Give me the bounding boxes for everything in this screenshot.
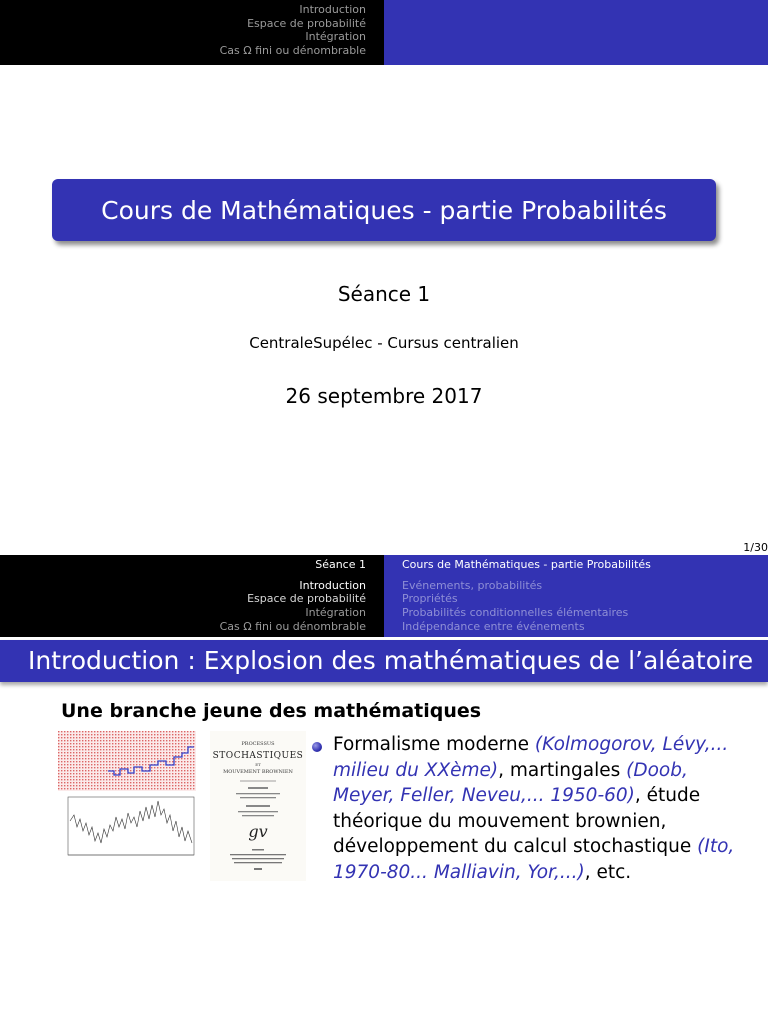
bullet-text <box>333 732 752 885</box>
book-cover-line3: ET <box>255 762 261 767</box>
nav-espace-de-probabilite[interactable]: Espace de probabilité <box>247 592 366 606</box>
nav-introduction[interactable]: Introduction <box>299 3 366 16</box>
section-nav <box>0 0 384 65</box>
session-label: Séance 1 <box>337 282 431 306</box>
date-label: 26 septembre 2017 <box>285 384 483 408</box>
random-walk-figure <box>58 731 198 859</box>
lattice-walk <box>58 731 196 791</box>
book-cover-logo: gv <box>248 822 268 841</box>
nav-introduction[interactable]: Introduction <box>299 578 366 592</box>
book-cover-line2: STOCHASTIQUES <box>212 751 304 761</box>
presentation-title-box <box>52 179 716 241</box>
book-cover-figure <box>210 731 306 881</box>
presentation-title: Cours de Mathématiques - partie Probabilités <box>101 195 667 225</box>
institution-label: CentraleSupélec - Cursus centralien <box>249 334 519 352</box>
nav-course-title[interactable]: Cours de Mathématiques - partie Probabilités <box>402 558 651 571</box>
section-nav <box>0 555 384 637</box>
book-cover-line4: MOUVEMENT BROWNIEN <box>223 769 293 775</box>
page-number: 1/30 <box>743 541 768 554</box>
brownian-plot <box>68 797 194 855</box>
bullet-item <box>312 732 752 885</box>
book-cover-line1: PROCESSUS <box>241 741 275 747</box>
nav-evenements-probabilites[interactable]: Evénements, probabilités <box>402 578 543 592</box>
nav-proprietes[interactable]: Propriétés <box>402 592 458 606</box>
bullet-citation: (Kolmogorov, Lévy,... milieu du XXème) <box>333 734 729 781</box>
subsection-nav <box>384 555 768 637</box>
bullet-segment: , martingales <box>498 759 627 781</box>
nav-independance[interactable]: Indépendance entre événements <box>402 619 585 633</box>
bullet-segment: , étude théorique du mouvement brownien, développement du calcul stochastique <box>333 785 701 857</box>
nav-probabilites-conditionnelles[interactable]: Probabilités conditionnelles élémentaires <box>402 606 629 620</box>
nav-cas-omega-fini[interactable]: Cas Ω fini ou dénombrable <box>219 44 366 58</box>
bullet-citation: (Doob, Meyer, Feller, Neveu,... 1950-60) <box>333 759 688 806</box>
subsection-nav <box>384 0 768 65</box>
slide-header <box>0 0 768 65</box>
slide-introduction <box>0 555 768 1024</box>
block-title: Une branche jeune des mathématiques <box>61 700 482 722</box>
slide-header <box>0 555 768 637</box>
frame-title: Introduction : Explosion des mathématiques de l’aléatoire <box>0 640 768 682</box>
nav-espace-de-probabilite[interactable]: Espace de probabilité <box>247 16 366 30</box>
nav-integration[interactable]: Intégration <box>305 606 366 620</box>
bullet-ball-icon <box>312 742 322 752</box>
bullet-segment: Formalisme moderne <box>333 734 535 755</box>
nav-seance[interactable]: Séance 1 <box>315 558 366 571</box>
bullet-citation: (Ito, 1970-80... Malliavin, Yor,...) <box>333 836 735 883</box>
nav-cas-omega-fini[interactable]: Cas Ω fini ou dénombrable <box>219 619 366 633</box>
nav-integration[interactable]: Intégration <box>305 30 366 44</box>
bullet-segment: , etc. <box>584 861 632 883</box>
